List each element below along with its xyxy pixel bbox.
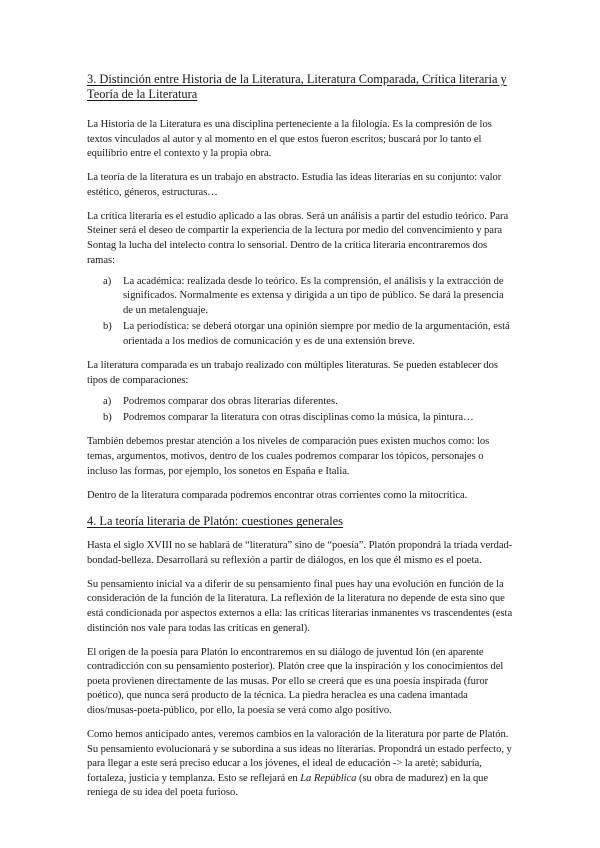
plato-evolution-paragraph: Su pensamiento inicial va a diferir de su pensamiento final pues hay una evolución en función de la consideración de la función de la literatura. La reflexión de la literatura no depende de esta sino que está condicionada por aspectos externos a ella: las críticas literarias inmanentes vs trascendentes (esta distinción nos vale para todas las críticas en general). [87,578,513,634]
criticism-branches-list [87,275,513,350]
paragraph-text-start: Como hemos anticipado antes, veremos cambios en la valoración de la literatura por parte de Platón. Su pensamiento evolucionará y se subordina a sus ideas no literarias. Propondrá un estado perfecto, y para llegar a este será preciso educar a los jóvenes, el ideal de educación -> la aretè; sabiduría, fortaleza, justicia y templanza. Esto se reflejará en [87,728,512,784]
plato-intro-paragraph: Hasta el siglo XVIII no se hablará de “literatura” sino de “poesía”. Platón propondrá la tríada verdad-bondad-belleza. Desarrollará su reflexión a partir de diálogos, en los que él mismo es el poeta. [87,540,513,566]
list-item [87,275,513,319]
list-item-text: La periodística: se deberá otorgar una opinión siempre por medio de la argumentación, está orientada a los medios de comunicación y es de una extensión breve. [123,321,510,347]
comparison-levels-paragraph: También debemos prestar atención a los niveles de comparación pues existen muchos como: los temas, argumentos, motivos, dentro de los cuales podremos comparar los tópicos, personajes o incluso las formas, por ejemplo, los sonetos en España e Italia. [87,436,490,477]
list-item [87,411,513,426]
list-item [87,320,513,349]
section-4-heading: 4. La teoría literaria de Platón: cuestiones generales [87,514,343,529]
history-of-literature-paragraph: La Historia de la Literatura es una disciplina perteneciente a la filología. Es la compresión de los textos vinculados al autor y al momento en el que estos fueron escritos; buscará por lo tanto el equilibrio entre el contexto y la propia obra. [87,119,492,160]
list-marker: a) [103,275,112,287]
mythcriticism-paragraph: Dentro de la literatura comparada podremos encontrar otras corrientes como la mitocrítica. [87,489,468,501]
book-title: La República [300,772,357,784]
paragraph-text-end: (su obra de madurez) en la que reniega de su idea del poeta furioso. [87,772,489,799]
list-item-text: Podremos comparar dos obras literarias diferentes. [123,395,338,407]
comparative-literature-paragraph: La literatura comparada es un trabajo realizado con múltiples literaturas. Se pueden establecer dos tipos de comparaciones: [87,360,498,386]
plato-change-paragraph [87,728,513,801]
list-marker: a) [103,395,112,407]
list-item-text: Podremos comparar la literatura con otras disciplinas como la música, la pintura… [123,412,474,424]
literary-criticism-paragraph: La crítica literaria es el estudio aplicado a las obras. Será un análisis a partir del estudio teórico. Para Steiner será el deseo de compartir la experiencia de la lectura por medio del convencimiento y para Sontag la lucha del intelecto contra lo sensorial. Dentro de la crítica literaria encontraremos dos ramas: [87,210,509,266]
literary-theory-paragraph: La teoría de la literatura es un trabajo en abstracto. Estudia las ideas literarias en su conjunto: valor estético, géneros, estructuras… [87,172,502,198]
list-item-text: La académica: realizada desde lo teórico. Es la comprensión, el análisis y la extracción de significados. Normalmente es extensa y dirigida a un tipo de público. Se dará la presencia de un metalenguaje. [123,275,504,316]
list-marker: b) [103,412,112,424]
section-3-heading: 3. Distinción entre Historia de la Literatura, Literatura Comparada, Crítica literaria y Teoría de la Literatura [87,72,507,101]
plato-origin-paragraph: El origen de la poesía para Platón lo encontraremos en su diálogo de juventud Ión (en aparente contradicción con su pensamiento posterior). Platón cree que la inspiración y los conocimientos del poeta provienen directamente de las musas. Por ello se creerá que es una poesía inspirada (furor poético), que nunca será producto de la técnica. La piedra heraclea es una cadena imantada dios/musas-poeta-público, por ello, la poesía se verá como algo positivo. [87,646,504,716]
list-item [87,395,513,410]
list-marker: b) [103,321,112,333]
comparison-types-list [87,395,513,426]
